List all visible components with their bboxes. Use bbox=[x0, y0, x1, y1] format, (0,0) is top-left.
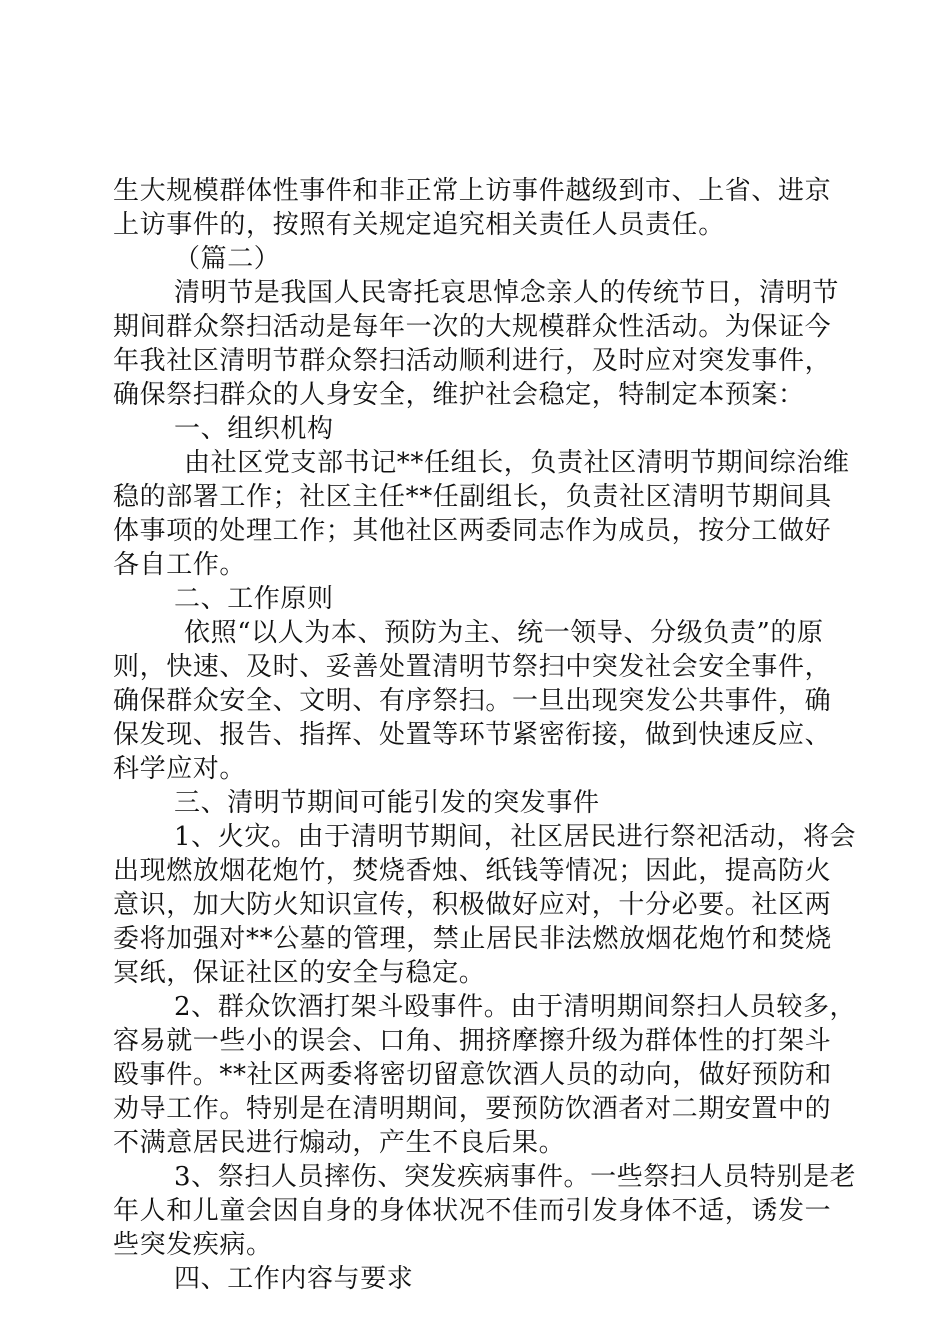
text-line-4: 清明节是我国人民寄托哀思悼念亲人的传统节日，清明节 bbox=[174, 278, 840, 308]
heading-emergencies: 三、清明节期间可能引发的突发事件 bbox=[174, 788, 600, 818]
heading-organization: 一、组织机构 bbox=[174, 414, 334, 444]
text-line-31: 年人和儿童会因自身的身体状况不佳而引发身体不适，诱发一 bbox=[113, 1196, 832, 1226]
text-line-5: 期间群众祭扫活动是每年一次的大规模群众性活动。为保证今 bbox=[113, 312, 832, 342]
text-line-9: 由社区党支部书记**任组长，负责社区清明节期间综治维 bbox=[184, 448, 850, 478]
text-line-29: 不满意居民进行煽动，产生不良后果。 bbox=[113, 1128, 566, 1158]
text-line-26: 容易就一些小的误会、口角、拥挤摩擦升级为群体性的打架斗 bbox=[113, 1026, 832, 1056]
text-line-22: 意识，加大防火知识宣传，积极做好应对，十分必要。社区两 bbox=[113, 890, 832, 920]
text-line-21: 出现燃放烟花炮竹，焚烧香烛、纸钱等情况；因此，提高防火 bbox=[113, 856, 832, 886]
text-line-6: 年我社区清明节群众祭扫活动顺利进行，及时应对突发事件， bbox=[113, 346, 832, 376]
text-line-30: 3、祭扫人员摔伤、突发疾病事件。一些祭扫人员特别是老 bbox=[174, 1162, 857, 1192]
text-line-28: 劝导工作。特别是在清明期间，要预防饮酒者对二期安置中的 bbox=[113, 1094, 832, 1124]
text-line-24: 冥纸，保证社区的安全与稳定。 bbox=[113, 958, 486, 988]
text-line-18: 科学应对。 bbox=[113, 754, 247, 784]
text-line-17: 保发现、报告、指挥、处置等环节紧密衔接，做到快速反应、 bbox=[113, 720, 832, 750]
text-line-10: 稳的部署工作；社区主任**任副组长，负责社区清明节期间具 bbox=[113, 482, 832, 512]
text-line-16: 确保群众安全、文明、有序祭扫。一旦出现突发公共事件，确 bbox=[113, 686, 832, 716]
text-line-23: 委将加强对**公墓的管理，禁止居民非法燃放烟花炮竹和焚烧 bbox=[113, 924, 832, 954]
heading-principles: 二、工作原则 bbox=[174, 584, 334, 614]
text-line-12: 各自工作。 bbox=[113, 550, 247, 580]
text-line-32: 些突发疾病。 bbox=[113, 1230, 273, 1260]
text-line-7: 确保祭扫群众的人身安全，维护社会稳定，特制定本预案： bbox=[113, 380, 805, 410]
text-line-15: 则，快速、及时、妥善处置清明节祭扫中突发社会安全事件， bbox=[113, 652, 832, 682]
heading-work-content: 四、工作内容与要求 bbox=[174, 1264, 414, 1294]
text-line-27: 殴事件。**社区两委将密切留意饮酒人员的动向，做好预防和 bbox=[113, 1060, 832, 1090]
text-line-11: 体事项的处理工作；其他社区两委同志作为成员，按分工做好 bbox=[113, 516, 832, 546]
text-line-1: 生大规模群体性事件和非正常上访事件越级到市、上省、进京 bbox=[113, 176, 832, 206]
section-label-part-two: （篇二） bbox=[174, 244, 281, 274]
text-line-20: 1、火灾。由于清明节期间，社区居民进行祭祀活动，将会 bbox=[174, 822, 857, 852]
text-line-14: 依照“以人为本、预防为主、统一领导、分级负责”的原 bbox=[184, 618, 824, 648]
text-line-25: 2、群众饮酒打架斗殴事件。由于清明期间祭扫人员较多， bbox=[174, 992, 857, 1022]
text-line-2: 上访事件的，按照有关规定追究相关责任人员责任。 bbox=[113, 210, 725, 240]
